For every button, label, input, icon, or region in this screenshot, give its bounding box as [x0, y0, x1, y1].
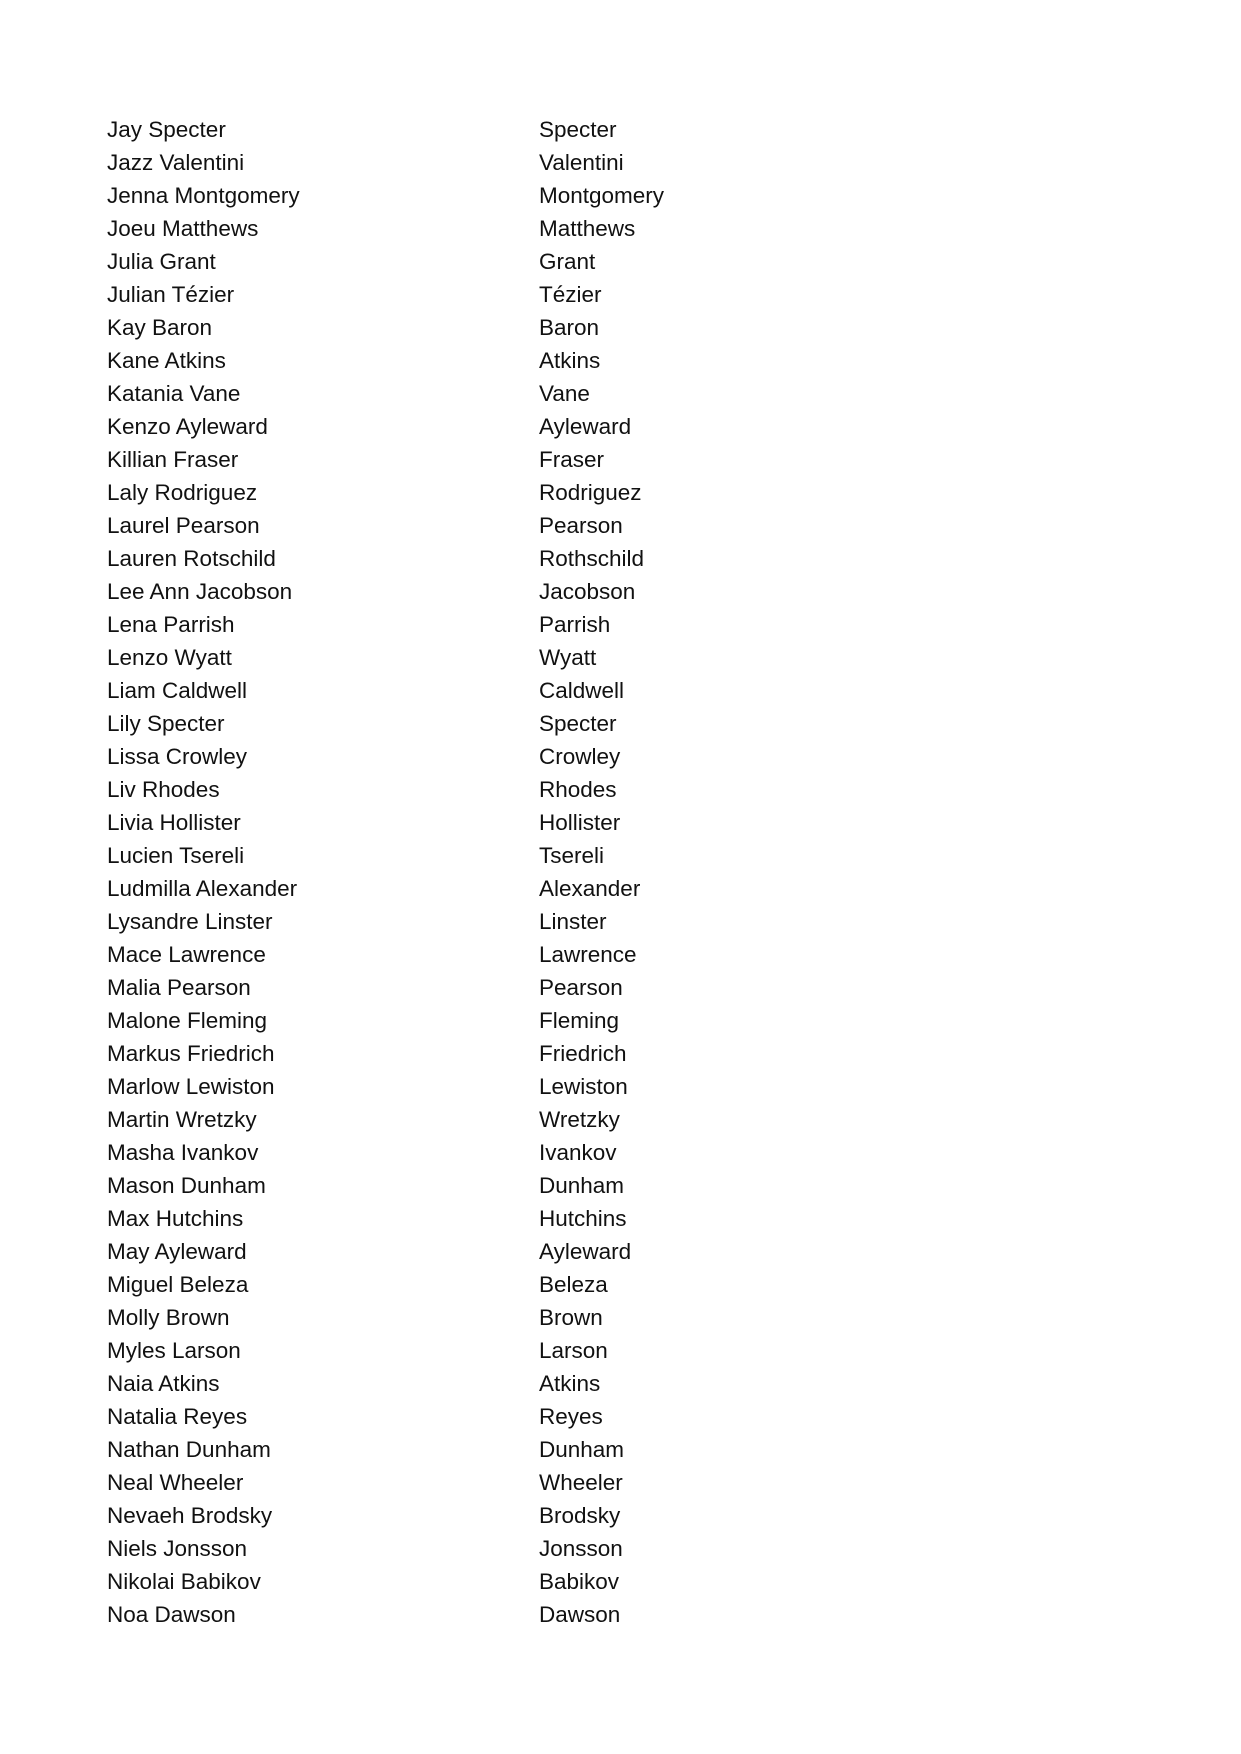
surname-cell: Rothschild: [539, 546, 645, 571]
full-name-cell: Joeu Matthews: [107, 216, 259, 241]
surname-cell: Hutchins: [539, 1206, 627, 1231]
full-name-cell: Lily Specter: [107, 711, 225, 736]
surname-cell: Montgomery: [539, 183, 665, 208]
surname-cell: Wheeler: [539, 1470, 623, 1495]
surname-cell: Lawrence: [539, 942, 637, 967]
table-row: [107, 1103, 827, 1136]
full-name-cell: Ludmilla Alexander: [107, 876, 298, 901]
surname-cell: Brown: [539, 1305, 603, 1330]
table-row: [107, 1466, 827, 1499]
table-row: [107, 608, 827, 641]
table-row: [107, 971, 827, 1004]
full-name-cell: Masha Ivankov: [107, 1140, 259, 1165]
surname-cell: Tsereli: [539, 843, 605, 868]
full-name-cell: Markus Friedrich: [107, 1041, 275, 1066]
surname-cell: Brodsky: [539, 1503, 621, 1528]
table-row: [107, 1433, 827, 1466]
full-name-cell: Laurel Pearson: [107, 513, 260, 538]
surname-cell: Specter: [539, 117, 617, 142]
surname-cell: Linster: [539, 909, 607, 934]
table-row: [107, 245, 827, 278]
surname-cell: Atkins: [539, 348, 601, 373]
full-name-cell: Killian Fraser: [107, 447, 239, 472]
table-row: [107, 1565, 827, 1598]
full-name-cell: Naia Atkins: [107, 1371, 220, 1396]
full-name-cell: Neal Wheeler: [107, 1470, 244, 1495]
full-name-cell: Jazz Valentini: [107, 150, 245, 175]
table-row: [107, 773, 827, 806]
surname-cell: Hollister: [539, 810, 621, 835]
surname-cell: Grant: [539, 249, 596, 274]
surname-cell: Parrish: [539, 612, 611, 637]
table-row: [107, 1235, 827, 1268]
surname-cell: Ayleward: [539, 1239, 632, 1264]
table-row: [107, 212, 827, 245]
table-row: [107, 575, 827, 608]
table-row: [107, 1169, 827, 1202]
full-name-cell: Niels Jonsson: [107, 1536, 248, 1561]
full-name-cell: Laly Rodriguez: [107, 480, 258, 505]
name-table: [107, 113, 827, 1631]
table-row: [107, 1004, 827, 1037]
table-row: [107, 1301, 827, 1334]
full-name-cell: Kenzo Ayleward: [107, 414, 268, 439]
table-row: [107, 410, 827, 443]
table-row: [107, 740, 827, 773]
table-row: [107, 476, 827, 509]
full-name-cell: Julia Grant: [107, 249, 216, 274]
surname-cell: Jonsson: [539, 1536, 623, 1561]
surname-cell: Wretzky: [539, 1107, 620, 1132]
full-name-cell: Liam Caldwell: [107, 678, 248, 703]
full-name-cell: Julian Tézier: [107, 282, 235, 307]
full-name-cell: May Ayleward: [107, 1239, 247, 1264]
surname-cell: Dawson: [539, 1602, 621, 1627]
full-name-cell: Nikolai Babikov: [107, 1569, 261, 1594]
table-row: [107, 806, 827, 839]
table-row: [107, 1268, 827, 1301]
surname-cell: Reyes: [539, 1404, 603, 1429]
full-name-cell: Miguel Beleza: [107, 1272, 249, 1297]
full-name-cell: Katania Vane: [107, 381, 241, 406]
surname-cell: Baron: [539, 315, 600, 340]
table-row: [107, 872, 827, 905]
full-name-cell: Lucien Tsereli: [107, 843, 245, 868]
full-name-cell: Jenna Montgomery: [107, 183, 300, 208]
full-name-cell: Mason Dunham: [107, 1173, 266, 1198]
table-row: [107, 344, 827, 377]
surname-cell: Wyatt: [539, 645, 597, 670]
table-row: [107, 1598, 827, 1631]
surname-cell: Rhodes: [539, 777, 617, 802]
surname-cell: Larson: [539, 1338, 608, 1363]
surname-cell: Alexander: [539, 876, 641, 901]
full-name-cell: Natalia Reyes: [107, 1404, 248, 1429]
table-row: [107, 641, 827, 674]
full-name-cell: Lenzo Wyatt: [107, 645, 232, 670]
surname-cell: Pearson: [539, 513, 623, 538]
surname-cell: Valentini: [539, 150, 624, 175]
table-row: [107, 179, 827, 212]
table-row: [107, 938, 827, 971]
table-row: [107, 146, 827, 179]
full-name-cell: Lissa Crowley: [107, 744, 248, 769]
surname-cell: Specter: [539, 711, 617, 736]
table-row: [107, 443, 827, 476]
table-row: [107, 674, 827, 707]
surname-cell: Rodriguez: [539, 480, 642, 505]
full-name-cell: Martin Wretzky: [107, 1107, 257, 1132]
surname-cell: Caldwell: [539, 678, 625, 703]
table-row: [107, 1499, 827, 1532]
full-name-cell: Kane Atkins: [107, 348, 226, 373]
table-row: [107, 1037, 827, 1070]
surname-cell: Friedrich: [539, 1041, 627, 1066]
table-row: [107, 278, 827, 311]
full-name-cell: Nathan Dunham: [107, 1437, 271, 1462]
full-name-cell: Kay Baron: [107, 315, 213, 340]
full-name-cell: Mace Lawrence: [107, 942, 266, 967]
surname-cell: Beleza: [539, 1272, 608, 1297]
table-row: [107, 1400, 827, 1433]
table-row: [107, 542, 827, 575]
full-name-cell: Malone Fleming: [107, 1008, 268, 1033]
full-name-cell: Noa Dawson: [107, 1602, 236, 1627]
table-row: [107, 377, 827, 410]
table-row: [107, 509, 827, 542]
full-name-cell: Nevaeh Brodsky: [107, 1503, 273, 1528]
table-row: [107, 905, 827, 938]
surname-cell: Ayleward: [539, 414, 632, 439]
full-name-cell: Myles Larson: [107, 1338, 241, 1363]
full-name-cell: Liv Rhodes: [107, 777, 220, 802]
surname-cell: Babikov: [539, 1569, 620, 1594]
surname-cell: Crowley: [539, 744, 621, 769]
table-row: [107, 1202, 827, 1235]
surname-cell: Dunham: [539, 1173, 625, 1198]
surname-cell: Tézier: [539, 282, 602, 307]
full-name-cell: Marlow Lewiston: [107, 1074, 275, 1099]
table-row: [107, 1136, 827, 1169]
surname-cell: Fleming: [539, 1008, 620, 1033]
surname-cell: Dunham: [539, 1437, 625, 1462]
surname-cell: Fraser: [539, 447, 605, 472]
surname-cell: Matthews: [539, 216, 636, 241]
surname-cell: Pearson: [539, 975, 623, 1000]
full-name-cell: Jay Specter: [107, 117, 226, 142]
surname-cell: Lewiston: [539, 1074, 628, 1099]
full-name-cell: Max Hutchins: [107, 1206, 244, 1231]
full-name-cell: Malia Pearson: [107, 975, 251, 1000]
table-row: [107, 113, 827, 146]
table-row: [107, 839, 827, 872]
surname-cell: Ivankov: [539, 1140, 617, 1165]
full-name-cell: Lysandre Linster: [107, 909, 273, 934]
surname-cell: Jacobson: [539, 579, 636, 604]
full-name-cell: Lena Parrish: [107, 612, 235, 637]
full-name-cell: Lauren Rotschild: [107, 546, 276, 571]
surname-cell: Atkins: [539, 1371, 601, 1396]
table-row: [107, 1367, 827, 1400]
surname-cell: Vane: [539, 381, 590, 406]
table-row: [107, 707, 827, 740]
table-row: [107, 1532, 827, 1565]
table-row: [107, 311, 827, 344]
full-name-cell: Livia Hollister: [107, 810, 241, 835]
full-name-cell: Molly Brown: [107, 1305, 230, 1330]
table-row: [107, 1070, 827, 1103]
full-name-cell: Lee Ann Jacobson: [107, 579, 293, 604]
table-row: [107, 1334, 827, 1367]
